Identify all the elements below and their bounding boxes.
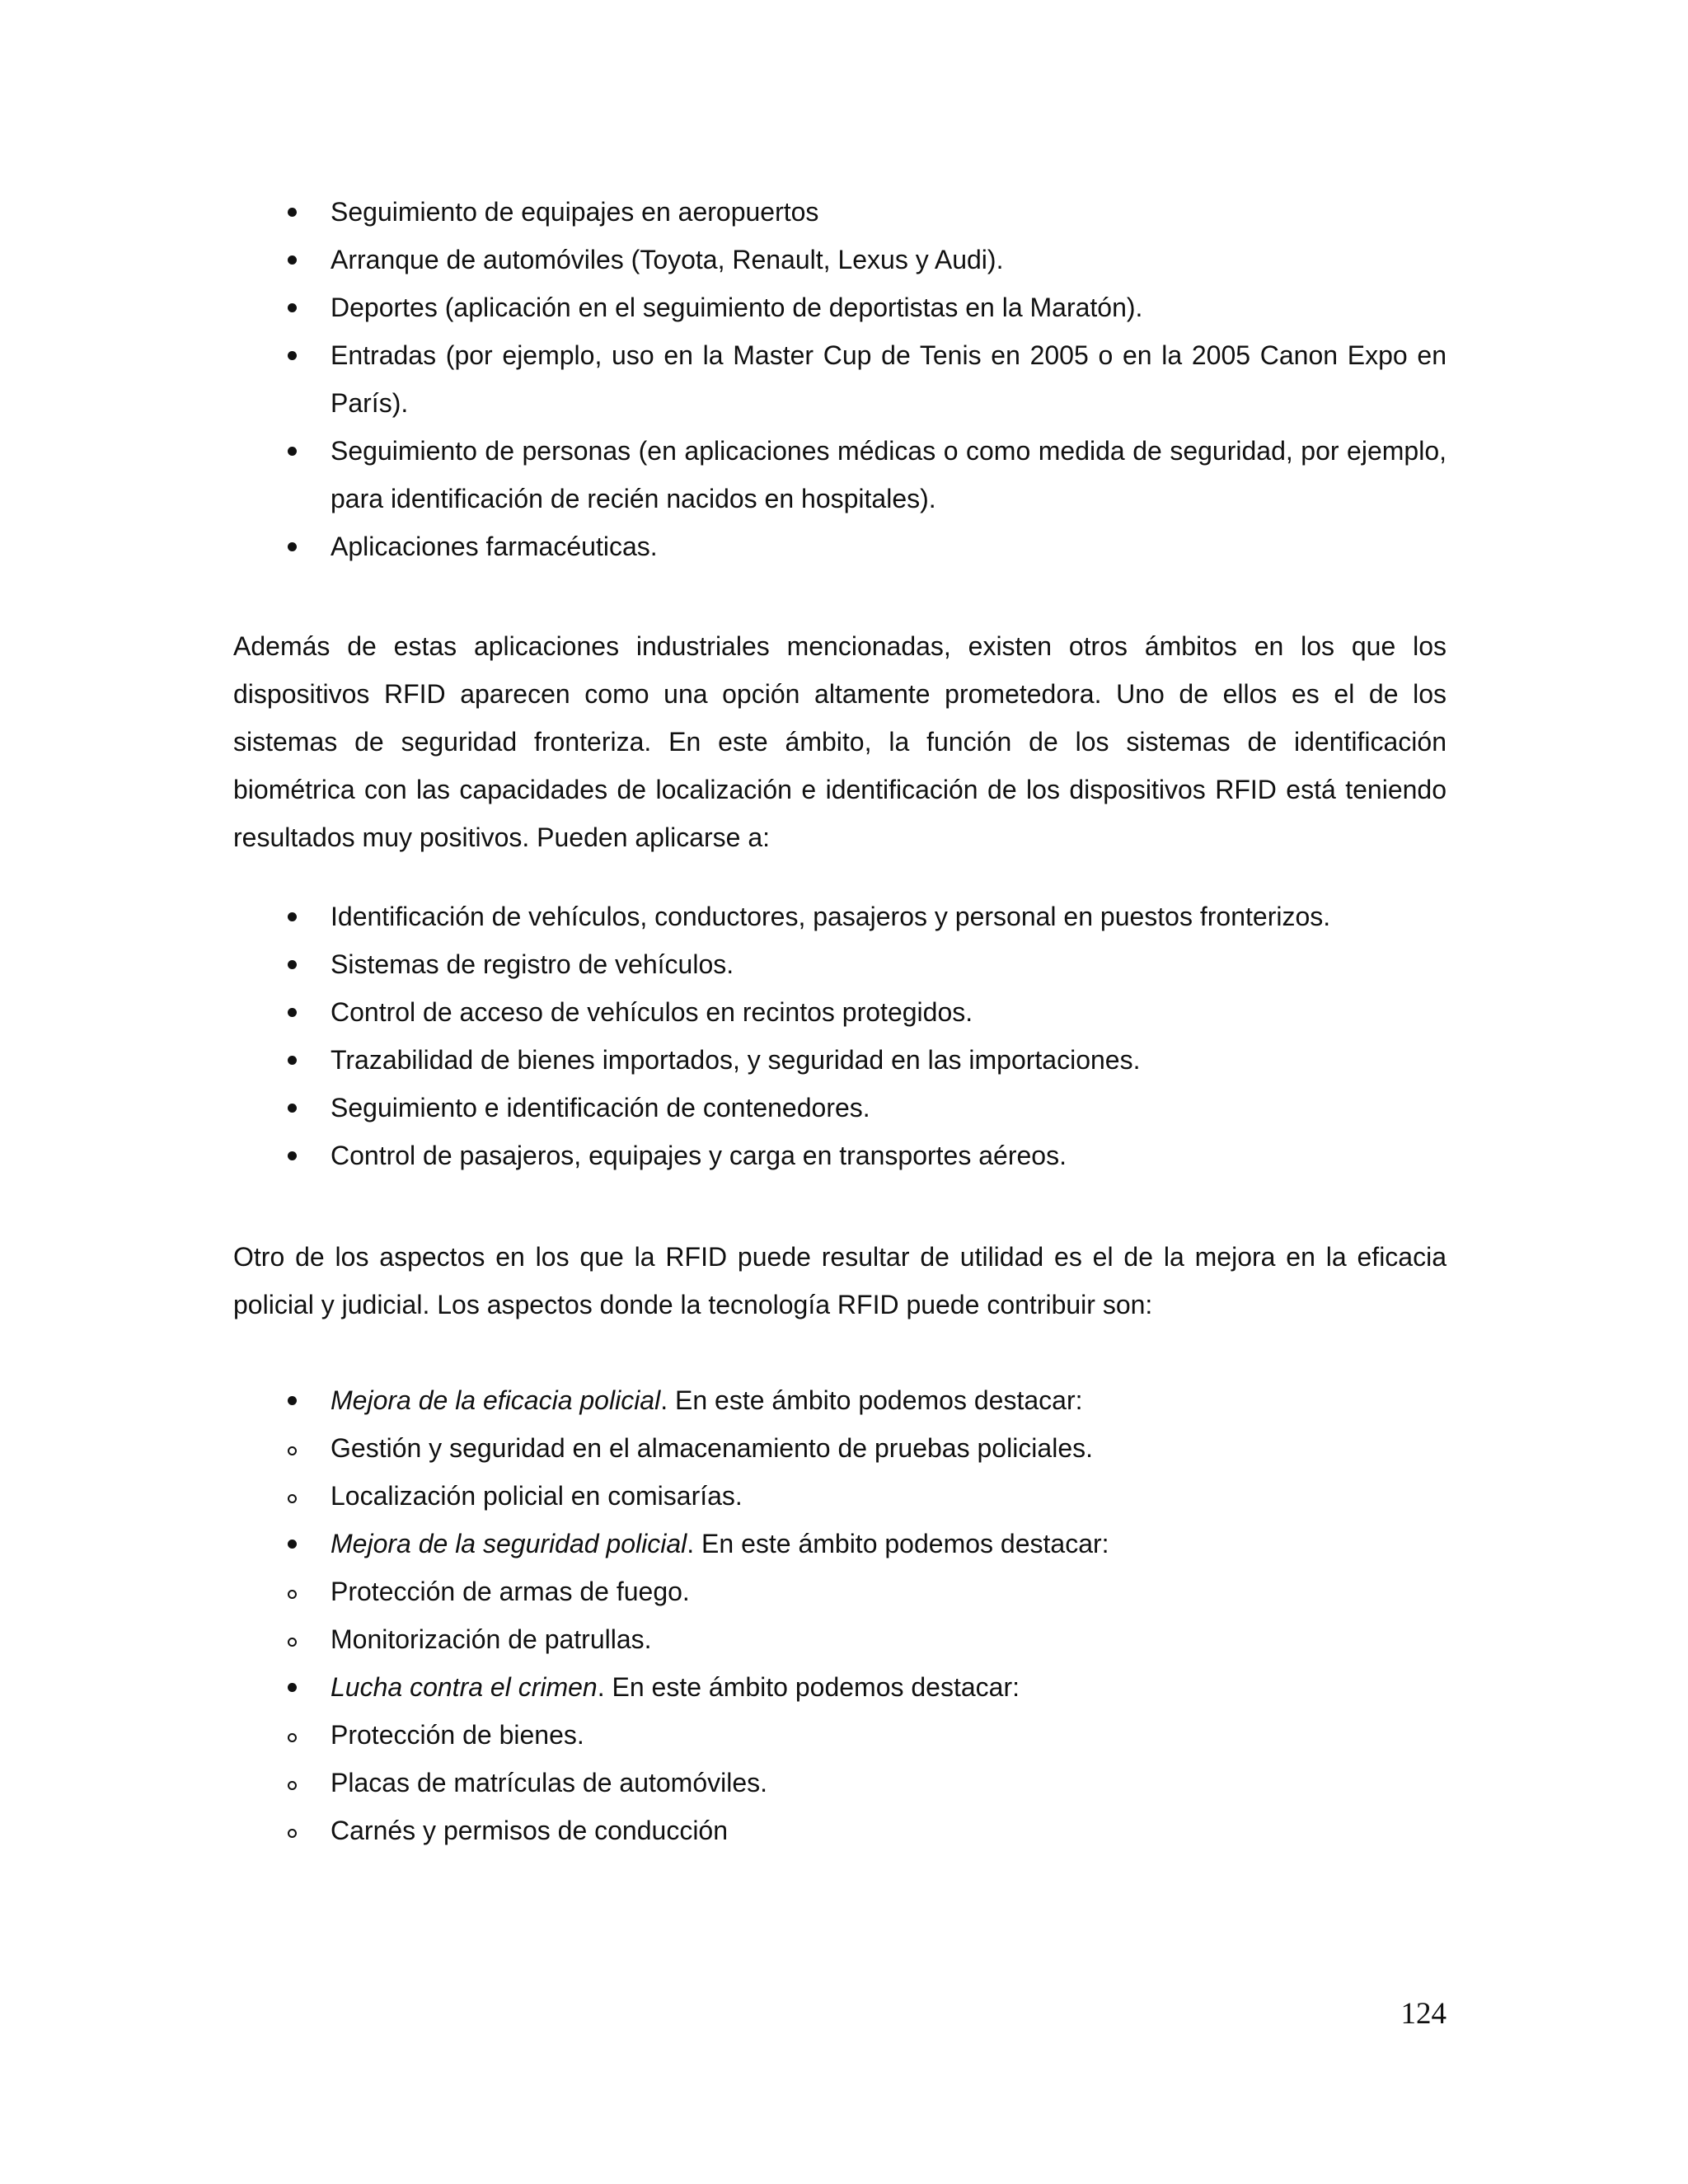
bullet-icon	[279, 188, 304, 236]
paragraph: Otro de los aspectos en los que la RFID puede resultar de utilidad es el de la mejora en la eficacia policial y judicial. Los aspectos donde la tecnología RFID puede contribuir son:	[233, 1242, 1447, 1319]
circle-bullet-icon	[279, 1424, 304, 1472]
bullet-icon	[279, 1132, 304, 1179]
list-item	[233, 523, 1447, 570]
list-item-text: Sistemas de registro de vehículos.	[331, 949, 734, 979]
paragraph: Además de estas aplicaciones industriales mencionadas, existen otros ámbitos en los que los dispositivos RFID aparecen como una opción altamente prometedora. Uno de ellos es el de los sistemas de seguridad fronteriza. En este ámbito, la función de los sistemas de identificación biométrica con las capacidades de localización e identificación de los dispositivos RFID está teniendo resultados muy positivos. Pueden aplicarse a:	[233, 631, 1447, 852]
bullet-icon	[279, 1520, 304, 1568]
list-subitem	[233, 1568, 1447, 1615]
list-item	[233, 893, 1447, 940]
list-item-text: Monitorización de patrullas.	[331, 1624, 652, 1654]
list-item	[233, 188, 1447, 236]
list-item	[233, 1132, 1447, 1179]
circle-bullet-icon	[279, 1568, 304, 1615]
list-subitem	[233, 1424, 1447, 1472]
list-item-text: Seguimiento e identificación de contenedores.	[331, 1093, 870, 1122]
circle-bullet-icon	[279, 1615, 304, 1663]
applications-list	[233, 188, 1447, 570]
bullet-icon	[279, 523, 304, 570]
bullet-icon	[279, 1084, 304, 1132]
list-item	[233, 1520, 1447, 1568]
list-item-text: Carnés y permisos de conducción	[331, 1816, 729, 1845]
bullet-icon	[279, 1376, 304, 1424]
bullet-icon	[279, 427, 304, 475]
bullet-icon	[279, 1663, 304, 1711]
list-item-text: Trazabilidad de bienes importados, y seguridad en las importaciones.	[331, 1045, 1141, 1075]
list-item-text: Identificación de vehículos, conductores, pasajeros y personal en puestos fronterizos.	[331, 902, 1331, 931]
list-item-text: Control de acceso de vehículos en recintos protegidos.	[331, 997, 973, 1027]
bullet-icon	[279, 940, 304, 988]
police-efficacy-paragraph	[233, 1233, 1447, 1329]
circle-bullet-icon	[279, 1759, 304, 1807]
border-security-paragraph	[233, 622, 1447, 861]
list-subitem	[233, 1759, 1447, 1807]
list-item-heading: Mejora de la seguridad policial	[331, 1529, 687, 1558]
list-subitem	[233, 1472, 1447, 1520]
list-subitem	[233, 1711, 1447, 1759]
list-item-text: Protección de armas de fuego.	[331, 1577, 690, 1606]
list-item	[233, 1663, 1447, 1711]
list-item-heading: Lucha contra el crimen	[331, 1672, 598, 1702]
police-aspects-list	[233, 1376, 1447, 1854]
bullet-icon	[279, 331, 304, 379]
list-item-text: . En este ámbito podemos destacar:	[687, 1529, 1109, 1558]
list-item	[233, 1376, 1447, 1424]
list-item-text: . En este ámbito podemos destacar:	[597, 1672, 1020, 1702]
list-item-text: Deportes (aplicación en el seguimiento de deportistas en la Maratón).	[331, 293, 1143, 322]
border-applications-list	[233, 893, 1447, 1179]
list-subitem	[233, 1807, 1447, 1854]
list-item-text: Arranque de automóviles (Toyota, Renault, Lexus y Audi).	[331, 245, 1004, 274]
list-item-text: Gestión y seguridad en el almacenamiento de pruebas policiales.	[331, 1433, 1093, 1463]
list-item-text: . En este ámbito podemos destacar:	[660, 1385, 1083, 1415]
list-item	[233, 427, 1447, 523]
list-item	[233, 988, 1447, 1036]
circle-bullet-icon	[279, 1807, 304, 1854]
bullet-icon	[279, 1036, 304, 1084]
bullet-icon	[279, 893, 304, 940]
list-item	[233, 236, 1447, 284]
list-item-text: Localización policial en comisarías.	[331, 1481, 743, 1511]
circle-bullet-icon	[279, 1711, 304, 1759]
list-item	[233, 940, 1447, 988]
list-item	[233, 331, 1447, 427]
list-item-text: Control de pasajeros, equipajes y carga en transportes aéreos.	[331, 1141, 1067, 1170]
list-item-text: Protección de bienes.	[331, 1720, 584, 1750]
list-item-heading: Mejora de la eficacia policial	[331, 1385, 661, 1415]
list-item-text: Seguimiento de equipajes en aeropuertos	[331, 197, 819, 227]
bullet-icon	[279, 284, 304, 331]
circle-bullet-icon	[279, 1472, 304, 1520]
list-item-text: Placas de matrículas de automóviles.	[331, 1768, 768, 1797]
list-item-text: Entradas (por ejemplo, uso en la Master Cup de Tenis en 2005 o en la 2005 Canon Expo en París).	[331, 340, 1447, 418]
list-subitem	[233, 1615, 1447, 1663]
list-item-text: Aplicaciones farmacéuticas.	[331, 532, 658, 561]
page-number: 124	[1400, 1997, 1447, 2031]
list-item	[233, 284, 1447, 331]
bullet-icon	[279, 988, 304, 1036]
list-item	[233, 1084, 1447, 1132]
list-item	[233, 1036, 1447, 1084]
bullet-icon	[279, 236, 304, 284]
list-item-text: Seguimiento de personas (en aplicaciones médicas o como medida de seguridad, por ejemplo, para identificación de recién nacidos en hospitales).	[331, 436, 1447, 513]
